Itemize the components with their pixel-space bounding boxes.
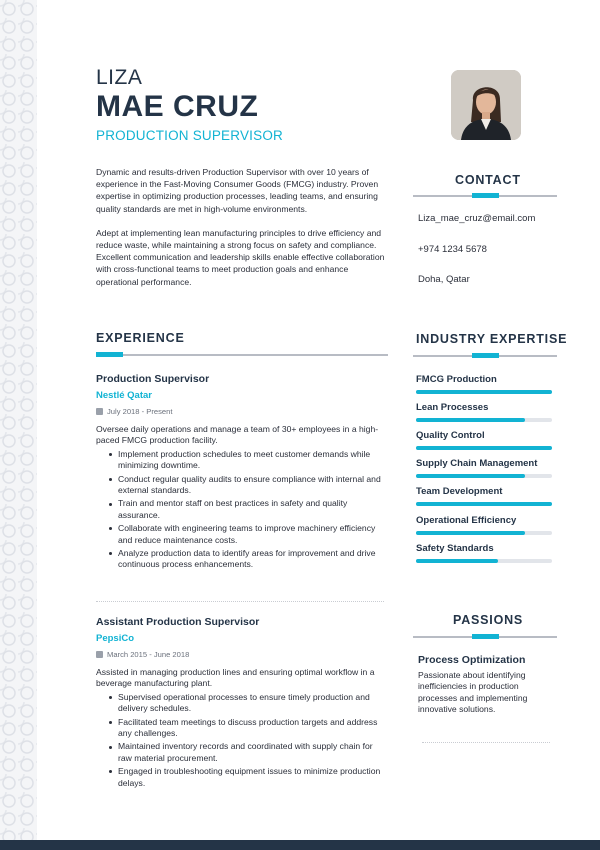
section-divider — [96, 354, 388, 356]
section-accent — [472, 634, 499, 639]
skill-item — [416, 374, 552, 394]
contact-location: Doha, Qatar — [418, 274, 470, 285]
decorative-pattern-strip — [0, 0, 37, 840]
last-name: MAE CRUZ — [96, 90, 259, 123]
job-dates-text: March 2015 - June 2018 — [107, 650, 190, 659]
profile-summary — [96, 166, 388, 288]
summary-paragraph: Adept at implementing lean manufacturing principles to drive efficiency and reduce waste, while maintaining a strong focus on safety and compliance. Excellent communication and leadership skills enable effective collaboration with cross-functional teams to meet production goals and enhance operational performance. — [96, 227, 385, 287]
skill-bar-track — [416, 531, 552, 535]
skill-bar-fill — [416, 531, 525, 535]
skill-item — [416, 458, 552, 478]
skill-item — [416, 543, 552, 563]
section-accent — [472, 193, 499, 198]
section-accent — [472, 353, 499, 358]
job-company: PepsiCo — [96, 633, 135, 644]
expertise-heading: INDUSTRY EXPERTISE — [416, 332, 568, 346]
job-dates-text: July 2018 - Present — [107, 407, 173, 416]
job-bullet: Implement production schedules to meet customer demands while minimizing downtime. — [109, 449, 388, 472]
skill-item — [416, 486, 552, 506]
skill-item — [416, 430, 552, 450]
skill-bar-track — [416, 502, 552, 506]
job-role: Production Supervisor — [96, 373, 210, 385]
job-bullet: Engaged in troubleshooting equipment issues to minimize production delays. — [109, 766, 388, 789]
contact-heading: CONTACT — [455, 173, 521, 187]
passion-description: Passionate about identifying inefficiencies in production processes and implementing innovative solutions. — [418, 670, 528, 715]
section-accent — [96, 352, 123, 357]
skill-item — [416, 402, 552, 422]
experience-entry — [96, 373, 388, 573]
job-title: PRODUCTION SUPERVISOR — [96, 128, 283, 143]
skill-bar-fill — [416, 559, 498, 563]
skill-name: Supply Chain Management — [416, 458, 538, 469]
skill-bar-fill — [416, 418, 525, 422]
job-bullet: Train and mentor staff on best practices in safety and quality assurance. — [109, 498, 388, 521]
skill-name: Lean Processes — [416, 402, 489, 413]
profile-photo — [451, 70, 521, 140]
skill-name: Safety Standards — [416, 543, 494, 554]
first-name: LIZA — [96, 66, 143, 89]
skill-item — [416, 515, 552, 535]
calendar-icon — [96, 408, 103, 415]
calendar-icon — [96, 651, 103, 658]
entry-separator — [96, 601, 384, 602]
experience-entry — [96, 616, 388, 791]
skill-name: Operational Efficiency — [416, 515, 517, 526]
job-bullet: Facilitated team meetings to discuss production targets and address any challenges. — [109, 717, 388, 740]
job-description: Oversee daily operations and manage a team of 30+ employees in a high-paced FMCG production facility. — [96, 424, 379, 446]
person-portrait-icon — [451, 70, 521, 140]
contact-email[interactable]: Liza_mae_cruz@email.com — [418, 213, 536, 224]
skill-name: Team Development — [416, 486, 503, 497]
job-role: Assistant Production Supervisor — [96, 616, 260, 628]
job-bullet-list — [96, 692, 388, 789]
skill-bar-track — [416, 446, 552, 450]
job-bullet-list — [96, 449, 388, 571]
job-bullet: Analyze production data to identify areas for improvement and drive continuous process enhancements. — [109, 548, 388, 571]
skill-bar-track — [416, 559, 552, 563]
job-bullet: Supervised operational processes to ensure timely production and delivery schedules. — [109, 692, 388, 715]
job-dates — [96, 407, 388, 416]
job-company: Nestlé Qatar — [96, 390, 152, 401]
skill-bar-track — [416, 390, 552, 394]
job-dates — [96, 650, 388, 659]
footer-bar — [0, 840, 600, 850]
skill-bar-track — [416, 418, 552, 422]
job-bullet: Collaborate with engineering teams to improve machinery efficiency and reduce maintenance costs. — [109, 523, 388, 546]
skill-name: Quality Control — [416, 430, 485, 441]
contact-phone[interactable]: +974 1234 5678 — [418, 244, 487, 255]
job-bullet: Conduct regular quality audits to ensure compliance with internal and external standards. — [109, 474, 388, 497]
summary-paragraph: Dynamic and results-driven Production Supervisor with over 10 years of experience in the Fast-Moving Consumer Goods (FMCG) industry. Proven expertise in optimizing production processes, leading teams, and ensuring quality standards are met in high-volume environments. — [96, 167, 379, 214]
skill-bar-fill — [416, 390, 552, 394]
entry-separator — [422, 742, 550, 743]
job-description: Assisted in managing production lines and ensuring optimal workflow in a beverage manufacturing plant. — [96, 667, 375, 689]
experience-heading: EXPERIENCE — [96, 331, 185, 345]
skill-bar-fill — [416, 474, 525, 478]
passion-title: Process Optimization — [418, 654, 526, 666]
skill-name: FMCG Production — [416, 374, 497, 385]
passions-heading: PASSIONS — [453, 613, 524, 627]
job-bullet: Maintained inventory records and coordinated with supply chain for raw material procurement. — [109, 741, 388, 764]
skill-bar-track — [416, 474, 552, 478]
skill-bar-fill — [416, 446, 552, 450]
skill-bar-fill — [416, 502, 552, 506]
